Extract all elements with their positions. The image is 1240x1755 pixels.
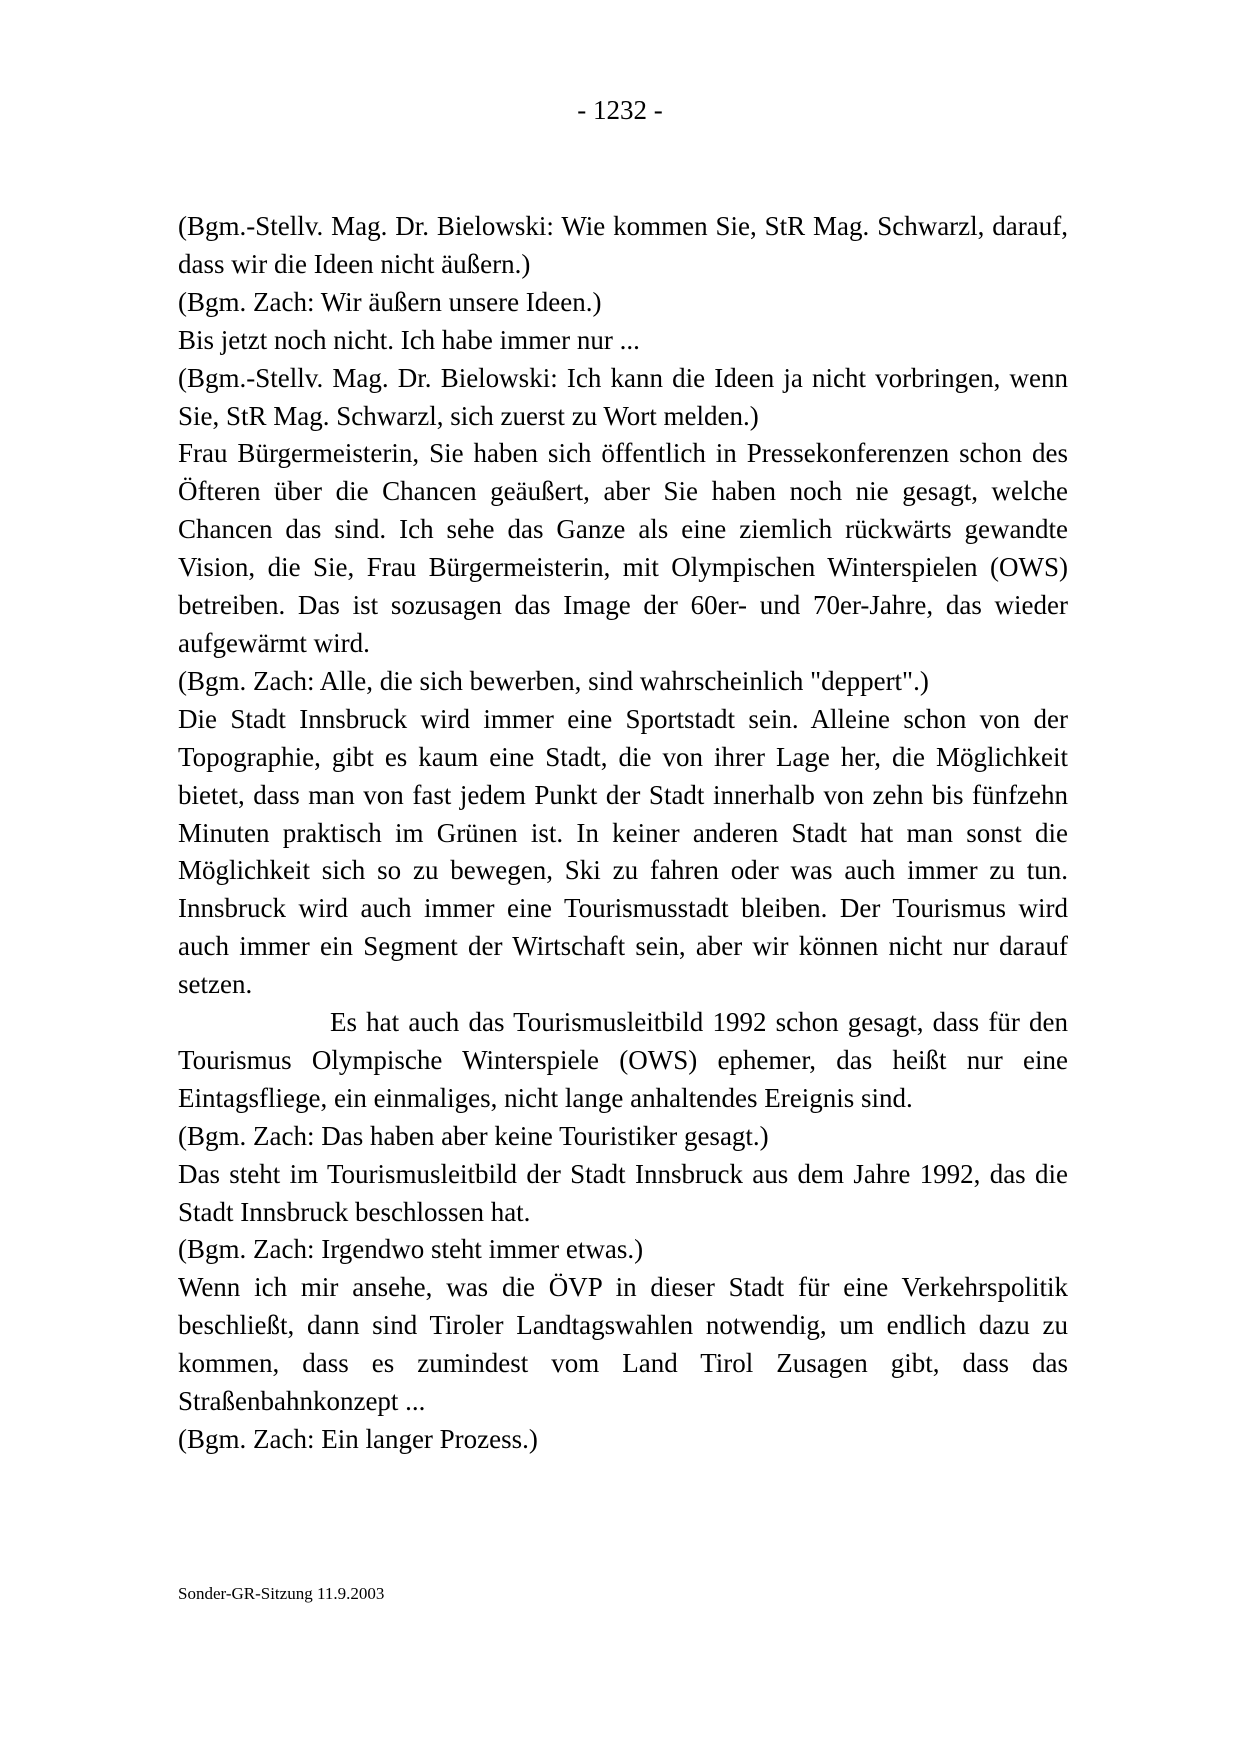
interjection-zach-1: (Bgm. Zach: Wir äußern unsere Ideen.): [178, 286, 602, 317]
interjection-zach-5: (Bgm. Zach: Ein langer Prozess.): [178, 1424, 538, 1454]
speech-paragraph-5: Das steht im Tourismusleitbild der Stadt Innsbruck aus dem Jahre 1992, das die Stadt Innsbruck beschlossen hat.: [178, 1158, 1068, 1227]
speech-paragraph-4: Es hat auch das Tourismusleitbild 1992 schon gesagt, dass für den Tourismus Olympische Winterspiele (OWS) ephemer, das heißt nur eine Eintagsfliege, ein einmaliges, nicht lange anhaltendes Ereignis sind.: [178, 1007, 1068, 1113]
interjection-zach-2: (Bgm. Zach: Alle, die sich bewerben, sind wahrscheinlich "deppert".): [178, 665, 929, 696]
interjection-bielowski-1: (Bgm.-Stellv. Mag. Dr. Bielowski: Wie kommen Sie, StR Mag. Schwarzl, darauf, dass wir die Ideen nicht äußern.): [178, 211, 1068, 279]
interjection-bielowski-2: (Bgm.-Stellv. Mag. Dr. Bielowski: Ich kann die Ideen ja nicht vorbringen, wenn Sie, StR Mag. Schwarzl, sich zuerst zu Wort melden.): [178, 362, 1068, 431]
speech-paragraph-3: Die Stadt Innsbruck wird immer eine Sportstadt sein. Alleine schon von der Topographie, gibt es kaum eine Stadt, die von ihrer Lage her, die Möglichkeit bietet, dass man von fast jedem Punkt der Stadt innerhalb von zehn bis fünfzehn Minuten praktisch im Grünen ist. In keiner anderen Stadt hat man sonst die Möglichkeit sich so zu bewegen, Ski zu fahren oder was auch immer zu tun. Innsbruck wird auch immer eine Tourismusstadt bleiben. Der Tourismus wird auch immer ein Segment der Wirtschaft sein, aber wir können nicht nur darauf setzen.: [178, 703, 1068, 1000]
speech-paragraph-6: Wenn ich mir ansehe, was die ÖVP in dieser Stadt für eine Verkehrspolitik beschließt, dann sind Tiroler Landtagswahlen notwendig, um endlich dazu zu kommen, dass es zumindest vom Land Tirol Zusagen gibt, dass das Straßenbahnkonzept ...: [178, 1272, 1068, 1417]
page-number: - 1232 -: [577, 95, 663, 125]
interjection-zach-3: (Bgm. Zach: Das haben aber keine Touristiker gesagt.): [178, 1120, 769, 1151]
speech-paragraph-2: Frau Bürgermeisterin, Sie haben sich öffentlich in Pressekonferenzen schon des Öfteren über die Chancen geäußert, aber Sie haben noch nie gesagt, welche Chancen das sind. Ich sehe das Ganze als eine ziemlich rückwärts gewandte Vision, die Sie, Frau Bürgermeisterin, mit Olympischen Winterspielen (OWS) betreiben. Das ist sozusagen das Image der 60er- und 70er-Jahre, das wieder aufgewärmt wird.: [178, 438, 1068, 658]
speech-paragraph-1: Bis jetzt noch nicht. Ich habe immer nur ...: [178, 324, 640, 355]
document-body: [178, 208, 1068, 1459]
interjection-zach-4: (Bgm. Zach: Irgendwo steht immer etwas.): [178, 1234, 644, 1265]
footer-session-label: Sonder-GR-Sitzung 11.9.2003: [178, 1584, 385, 1603]
